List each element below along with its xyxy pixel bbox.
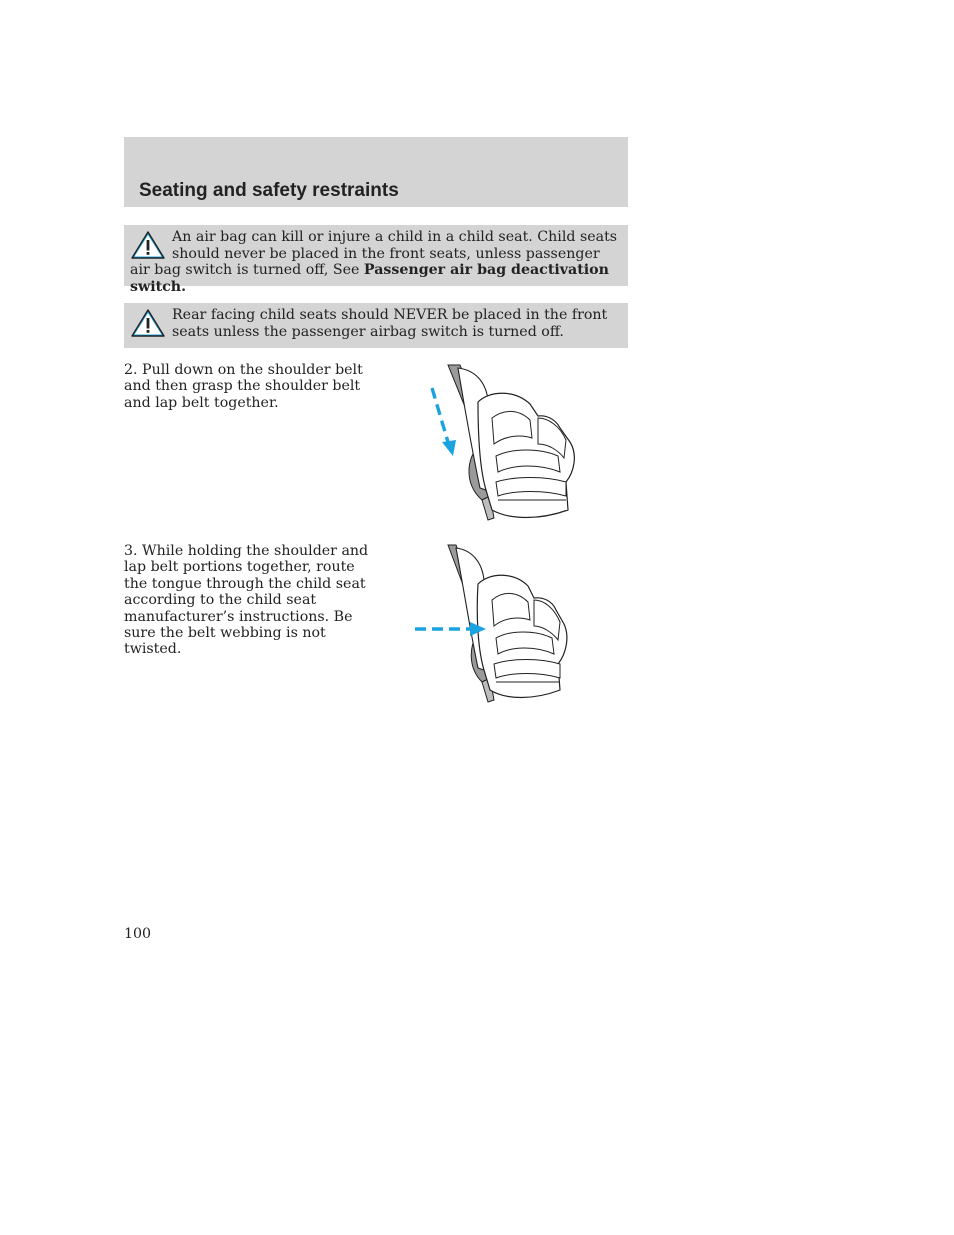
section-header [124, 137, 628, 207]
step-2-text: 2. Pull down on the shoulder belt and then grasp the shoulder belt and lap belt together. [124, 362, 363, 411]
page-number: 100 [124, 926, 152, 942]
warning-text: Rear facing child seats should NEVER be placed in the front seats unless the passenger airbag switch is turned off. [172, 307, 608, 340]
step-3-text: 3. While holding the shoulder and lap belt portions together, route the tongue through the child seat according to the child seat manufacturer’s instructions. Be sure the belt webbing is not twisted. [124, 543, 369, 658]
warning-text: An air bag can kill or injure a child in a child seat. Child seats should never be placed in the front seats, unless passenger air bag switch is turned off, See Passenger air bag deactivation switch. [130, 229, 618, 295]
warning-box-rear-facing [124, 303, 628, 348]
warning-link-text: Passenger air bag deactivation switch. [130, 262, 609, 295]
warning-triangle-icon [130, 308, 166, 338]
warning-box-airbag [124, 225, 628, 295]
warning-triangle-icon [130, 230, 166, 260]
section-title: Seating and safety restraints [139, 180, 399, 201]
child-seat-illustration-pull-belt [420, 360, 590, 530]
child-seat-illustration-route-belt [410, 540, 580, 710]
